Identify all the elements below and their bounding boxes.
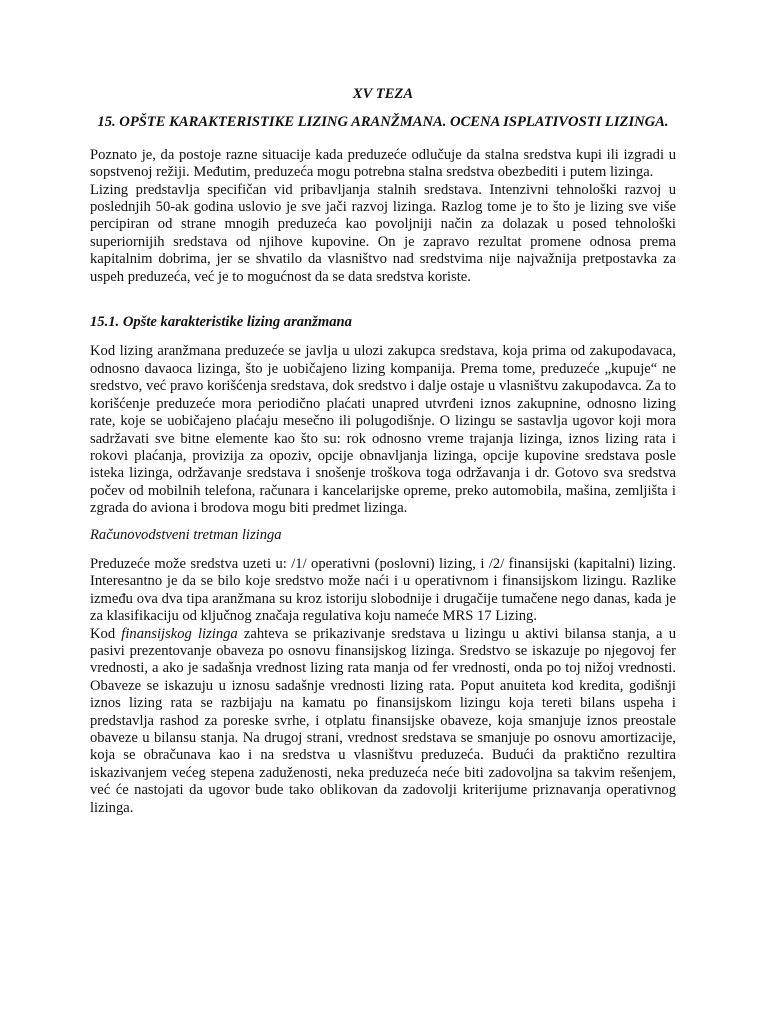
paragraph-rest-text: zahteva se prikazivanje sredstava u lizingu u aktivi bilansa stanja, a u pasivi prezentovanje obaveza po osnovu finansijskog lizinga. Sredstvo se iskazuje po njegovoj fer vrednosti, a ako je sadašnja vrednost lizing rata manja od fer vrednosti, onda po toj nižoj vrednosti. Obaveze se iskazuju u iznosu sadašnje vrednosti lizing rata. Poput anuiteta kod kredita, godišnji iznos lizing rata se razbijaju na kamatu po finansijskom lizingu koja tereti bilans uspeha i predstavlja rashod za poreske svrhe, i otplatu finansijske obaveze, koja smanjuje iznos preostale obaveze u bilansu stanja. Na drugoj strani, vrednost sredstava se smanjuje po osnovu amortizacije, koja se obračunava kao i na sredstva u vlasništvu preduzeća. Budući da praktično rezultira iskazivanjem većeg stepena zaduženosti, neka preduzeća neće biti zadovoljna sa takvim rešenjem, već će nastojati da ugovor bude tako oblikovan da zadovolji kriterijume priznavanja operativnog lizinga. <box>90 625 676 816</box>
subsection-heading: Računovodstveni tretman lizinga <box>90 526 282 543</box>
subsection-paragraph-1: Preduzeće može sredstva uzeti u: /1/ operativni (poslovni) lizing, i /2/ finansijski (kapitalni) lizing. Interesantno je da se bilo koje sredstvo može naći i u operativnom i finansijskom lizingu. Razlike između ova dva tipa aranžmana su kroz istoriju slobodnije i drugačije tumačene nego danas, kada je za klasifikaciju od ključnog značaja regulativa koju nameće MRS 17 Lizing. <box>90 555 676 625</box>
chapter-title: 15. OPŠTE KARAKTERISTIKE LIZING ARANŽMANA. OCENA ISPLATIVOSTI LIZINGA. <box>97 114 669 131</box>
paragraph-lead-text: Kod <box>90 625 122 642</box>
subsection-paragraph-2 <box>90 626 676 817</box>
document-page <box>90 86 676 817</box>
thesis-number: XV TEZA <box>352 86 414 102</box>
section-heading: 15.1. Opšte karakteristike lizing aranžmana <box>90 314 352 331</box>
intro-paragraph-1: Poznato je, da postoje razne situacije kada preduzeće odlučuje da stalna sredstva kupi ili izgradi u sopstvenoj režiji. Međutim, preduzeća mogu potrebna stalna sredstva obezbediti i putem lizinga. <box>90 146 676 181</box>
intro-paragraph-2: Lizing predstavlja specifičan vid pribavljanja stalnih sredstava. Intenzivni tehnološki razvoj u poslednjih 50-ak godina uslovio je sve jači razvoj lizinga. Razlog tome je to što je lizing sve više percipiran od strane mnogih preduzeća kao povoljniji način za dolazak u posed tehnološki superiornijih sredstava od njihove kupovine. On je zapravo rezultat promene odnosa prema kapitalnim dobrima, jer se shvatilo da vlasništvo nad sredstvima nije najvažnija pretpostavka za uspeh preduzeća, već je to mogućnost da se data sredstva koriste. <box>90 181 676 285</box>
section-paragraph-1: Kod lizing aranžmana preduzeće se javlja u ulozi zakupca sredstava, koja prima od zakupodavaca, odnosno davaoca lizinga, što je uobičajeno lizing kompanija. Prema tome, preduzeće „kupuje“ ne sredstvo, već pravo korišćenja sredstava, dok sredstvo i dalje ostaje u vlasništvu zakupodavca. Za to korišćenje preduzeće mora periodično plaćati unapred utvrđeni iznos zakupnine, odnosno lizing rate, koje se uobičajeno plaćaju mesečno ili polugodišnje. O lizingu se sastavlja ugovor koji mora sadržavati sve bitne elemente kao što su: rok odnosno vreme trajanja lizinga, iznos lizing rata i rokovi plaćanja, provizija za opoziv, opcije obnavljanja lizinga, opcije kupovine sredstava posle isteka lizinga, održavanje sredstava i snošenje troškova toga održavanja i dr. Gotovo sva sredstva počev od mobilnih telefona, računara i kancelarijske opreme, preko automobila, mašina, zemljišta i zgrada do aviona i brodova mogu biti predmet lizinga. <box>90 343 676 517</box>
emphasis-text: finansijskog lizinga <box>121 625 238 642</box>
